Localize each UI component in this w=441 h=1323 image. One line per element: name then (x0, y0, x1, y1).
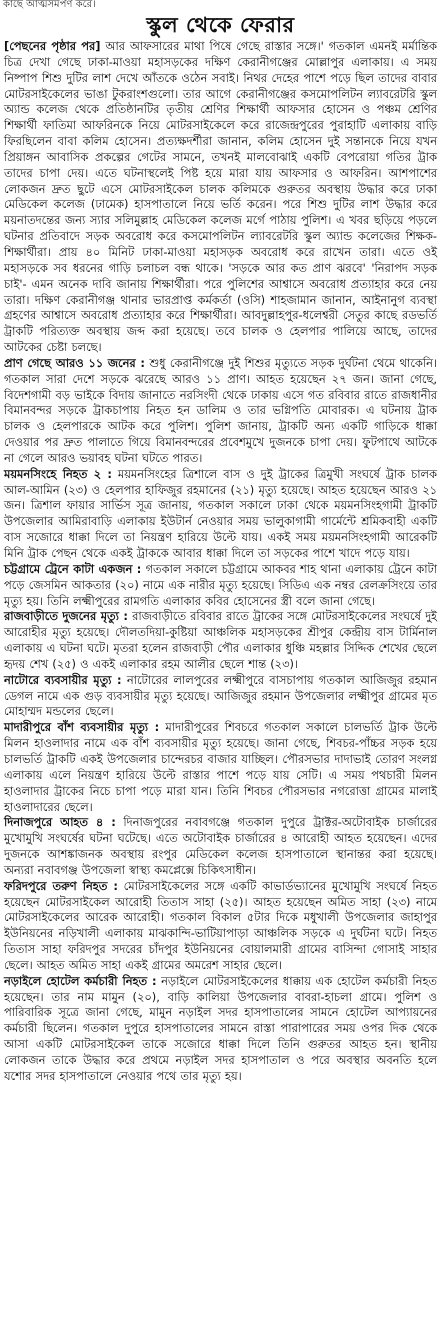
section-paragraph (4, 467, 437, 562)
lead-paragraph (4, 39, 437, 356)
section-paragraph (4, 356, 437, 467)
section-text: শুধু কেরানীগঞ্জে দুই শিশুর মৃত্যুতে সড়ক দুর্ঘটনা থেমে থাকেনি। গতকাল সারা দেশে সড়কে ঝরেছে আরও ১১ প্রাণ। আহত হয়েছেন ২৭ জন। জানা গেছে, বিদেশগামী বড় ভাইকে বিদায় জানাতে নরসিংদী থেকে ঢাকায় এসে গত রবিবার রাতে রাজধানীর বিমানবন্দর সড়কে ট্রাকচাপায় নিহত হন ডালিম ও তার ভগ্নিপতি মোবারক। এ ঘটনায় ট্রাক চালক ও হেলপারকে আটক করে পুলিশ। পুলিশ জানায়, ট্রাকটি অন্য একটি গাড়িকে ধাক্কা দেওয়ার পর দ্রুত পালাতে গিয়ে বিমানবন্দরের প্রবেশমুখে দুজনকে চাপা দেয়। ফুটপাথে আটকে না গেলে আরও ভয়াবহ ঘটনা ঘটতে পারত। (4, 355, 437, 465)
section-heading: নাটোরে ব্যবসায়ীর মৃত্যু : (4, 672, 122, 687)
section-heading: ফরিদপুরে তরুণ নিহত : (4, 878, 118, 893)
section-text: মোটরসাইকেলের সঙ্গে একটি কাভার্ডভ্যানের মুখোমুখি সংঘর্ষে নিহত হয়েছেন মোটরসাইকেল আরোহী তিতাস সাহা (২৫)। আহত হয়েছেন অমিত সাহা (২৩) নামে মোটরসাইকেলের আরেক আরোহী। গতকাল বিকাল ৫টার দিকে মধুখালী উপজেলার জাহাপুর ইউনিয়নের নড়িখালী এলাকায় মাঝকান্দি-ভাটিয়াপাড়া আঞ্চলিক সড়কে এ দুর্ঘটনা ঘটে। নিহত তিতাস সাহা ফরিদপুর সদরের চাঁদপুর ইউনিয়নের বোয়ালমারী গ্রামের বাসিন্দা গোসাই সাহার ছেলে। আহত অমিত সাহা একই গ্রামের অমরেশ সাহার ছেলে। (4, 878, 437, 972)
section-heading: নড়াইলে হোটেল কর্মচারী নিহত : (4, 973, 157, 988)
section-heading: প্রাণ গেছে আরও ১১ জনের : (4, 355, 145, 370)
section-paragraph (4, 720, 437, 815)
section-paragraph (4, 673, 437, 721)
section-heading: রাজবাড়ীতে দুজনের মৃত্যু : (4, 609, 128, 624)
section-heading: ময়মনসিংহে নিহত ২ : (4, 466, 112, 481)
section-paragraph (4, 879, 437, 974)
section-text: ময়মনসিংহের ত্রিশালে বাস ও দুই ট্রাকের ত্রিমুখী সংঘর্ষে ট্রাক চালক আল-আমিন (২৩) ও হেলপার হাফিজুর রহমানের (২১) মৃত্যু হয়েছে। আহত হয়েছেন আরও ২১ জন। ত্রিশাল ফায়ার সার্ভিস সূত্র জানায়, গতকাল সকালে ঢাকা থেকে ময়মনসিংহগামী ট্রাকটি উপজেলার আমিরাবাড়ি এলাকায় ইউটার্ন নেওয়ার সময় ভালুকাগামী গার্মেন্টে শ্রমিকবাহী একটি বাস সজোরে ধাক্কা দিলে তা নিয়ন্ত্রণ হারিয়ে উল্টে যায়। একই সময় ময়মনসিংহগামী আরেকটি মিনি ট্রাক পেছন থেকে একই ট্রাককে আবার ধাক্কা দিলে তা সড়কের পাশে খাদে পড়ে যায়। (4, 466, 437, 560)
section-text: মাদারীপুরের শিবচরে গতকাল সকালে চালভর্তি ট্রাক উল্টে মিলন হাওলাদার নামে এক বাঁশ ব্যবসায়ীর মৃত্যু হয়েছে। জানা গেছে, শিবচর-পাঁচ্চর সড়ক হয়ে চালভর্তি ট্রাকটি একই উপজেলার চান্দেরচর বাজার যাচ্ছিল। পৌরসভার দাদাভাই তোরণ সংলগ্ন এলাকায় এলে নিয়ন্ত্রণ হারিয়ে উল্টে রাস্তার পাশে পড়ে যায় সেটি। এ সময় পথচারী মিলন হাওলাদার ট্রাকের নিচে চাপা পড়ে মারা যান। তিনি শিবচর পৌরসভার নগরোত্তা গ্রামের মালাই হাওলাদারের ছেলে। (4, 720, 437, 814)
section-paragraph (4, 974, 437, 1085)
section-text: নাটোরের লালপুরের লক্ষ্মীপুরে বাসচাপায় গতকাল আজিজুর রহমান ডেগল নামে এক গুড় ব্যবসায়ীর মৃত্যু হয়েছে। আজিজুর রহমান উপজেলার লক্ষ্মীপুর গ্রামের মৃত মোহাম্মদ মন্ডলের ছেলে। (4, 672, 438, 719)
section-text: দিনাজপুরের নবাবগঞ্জে গতকাল দুপুরে ট্রাক্টর-অটোবাইক চার্জারের মুখোমুখি সংঘর্ষের ঘটনা ঘটেছে। এতে অটোবাইক চার্জারের ৪ আরোহী আহত হয়েছেন। এদের দুজনকে আশঙ্কাজনক অবস্থায় রংপুর মেডিকেল কলেজ হাসপাতালে স্থানান্তর করা হয়েছে। অন্যরা নবাবগঞ্জ উপজেলা স্বাস্থ্য কমপ্লেক্সে চিকিৎসাধীন। (4, 815, 437, 877)
section-paragraph (4, 562, 437, 610)
article-headline: স্কুল থেকে ফেরার (146, 13, 295, 37)
article-body (0, 39, 441, 1085)
section-heading: দিনাজপুরে আহত ৪ : (4, 815, 116, 830)
section-text: গতকাল সকালে চট্টগ্রামে আকবর শাহ থানা এলাকায় ট্রেনে কাটা পড়ে জেসমিন আকতার (২০) নামে এক নারীর মৃত্যু হয়েছে। সিডিএ এক নম্বর রেলক্রসিংয়ে তার মৃত্যু হয়। তিনি লক্ষ্মীপুরের রামগতি এলাকার কবির হোসেনের স্ত্রী বলে জানা গেছে। (4, 561, 438, 608)
clipping-top-fragment: কাছে আত্মসমর্পণ করে। (3, 0, 96, 9)
continued-from-tag: [পেছনের পৃষ্ঠার পর] (4, 39, 101, 53)
section-heading: মাদারীপুরে বাঁশ ব্যবসায়ীর মৃত্যু : (4, 720, 160, 735)
lead-text: আর আফসারের মাথা পিষে গেছে রাস্তার সঙ্গে।' গতকাল এমনই মর্মান্তিক চিত্র দেখা গেছে ঢাকা-মাওয়া মহাসড়কের দক্ষিণ কেরানীগঞ্জের মোল্লাপুর এলাকায়। এ সময় নিষ্পাপ শিশু দুটির লাশ দেখে আঁতকে ওঠেন সবাই। নিথর দেহের পাশে পড়ে ছিল তাদের বাবার মোটরসাইকেলের ভাঙা টুকরাংশগুলো। তার আগে কেরানীগঞ্জের কসমোপলিটন ল্যাবরেটরি স্কুল অ্যান্ড কলেজ থেকে প্রতিষ্ঠানটির তৃতীয় শ্রেণির শিক্ষার্থী আফসার হোসেন ও পঞ্চম শ্রেণির শিক্ষার্থী ফাতিমা আফরিনকে নিয়ে মোটরসাইকেলে করে রাজেন্দ্রপুরের পুরাহাটি এলাকায় বাড়ি ফিরছিলেন বাবা কলিম হোসেন। প্রত্যক্ষদর্শীরা জানান, কলিম হোসেন দুই সন্তানকে নিয়ে যখন প্রিয়াঙ্গন আবাসিক প্রকল্পের গেটের সামনে, তখনই মালবোঝাই একটি বেপরোয়া গতির ট্রাক তাদের চাপা দেয়। এতে ঘটনাস্থলেই পিষ্ট হয়ে মারা যায় আফসার ও আফরিন। আশপাশের লোকজন দ্রুত ছুটে এসে মোটরসাইকেল চালক কলিমকে গুরুতর অবস্থায় উদ্ধার করে ঢাকা মেডিকেল কলেজ (ঢামেক) হাসপাতালে নিয়ে ভর্তি করেন। পরে শিশু দুটির লাশ উদ্ধার করে ময়নাতদন্তের জন্য স্যার সলিমুল্লাহ মেডিকেল কলেজ মর্গে পাঠায় পুলিশ। এ খবর ছড়িয়ে পড়লে ঘটনার প্রতিবাদে সড়ক অবরোধ করে কসমোপলিটন ল্যাবরেটরি স্কুল অ্যান্ড কলেজের শিক্ষক-শিক্ষার্থীরা। প্রায় ৪০ মিনিট ঢাকা-মাওয়া মহাসড়ক অবরোধ করে রাখেন তারা। এতে ওই মহাসড়কে সব ধরনের গাড়ি চলাচল বন্ধ থাকে। 'সড়কে আর কত প্রাণ ঝরবে' 'নিরাপদ সড়ক চাই'- এমন অনেক দাবি জানায় শিক্ষার্থীরা। পরে পুলিশের আশ্বাসে অবরোধ প্রত্যাহার করে নেয় তারা। দক্ষিণ কেরানীগঞ্জ থানার ভারপ্রাপ্ত কর্মকর্তা (ওসি) শাহজামান জানান, আইনানুগ ব্যবস্থা গ্রহণের আশ্বাসে অবরোধ প্রত্যাহার করে শিক্ষার্থীরা। আবদুল্লাহপুর-ধলেশ্বরী সেতুর কাছে রডভর্তি ট্রাকটি পরিত্যক্ত অবস্থায় জব্দ করা হয়েছে। তবে চালক ও হেলপার পালিয়ে আছে, তাদের আটকের চেষ্টা চলছে। (4, 39, 437, 355)
section-paragraph (4, 609, 437, 672)
section-text: নড়াইলে মোটরসাইকেলের ধাক্কায় এক হোটেল কর্মচারী নিহত হয়েছেন। তার নাম মামুন (২০), বাড়ি কালিয়া উপজেলার বাবরা-হাচলা গ্রামে। পুলিশ ও পারিবারিক সূত্রে জানা গেছে, মামুন নড়াইল সদর হাসপাতালের সামনে হোটেল আপ্যায়নের কর্মচারী ছিলেন। গতকাল দুপুরে হাসপাতালের সামনে রাস্তা পারাপারের সময় ওপর দিক থেকে আসা একটি মোটরসাইকেল তাকে সজোরে ধাক্কা দিলে তিনি গুরুতর আহত হন। স্থানীয় লোকজন তাকে উদ্ধার করে প্রথমে নড়াইল সদর হাসপাতাল ও পরে অবস্থার অবনতি হলে যশোর সদর হাসপাতালে নেওয়ার পথে তার মৃত্যু হয়। (4, 973, 437, 1083)
section-heading: চট্টগ্রামে ট্রেনে কাটা একজন : (4, 561, 142, 576)
section-paragraph (4, 815, 437, 878)
section-text: রাজবাড়ীতে রবিবার রাতে ট্রাকের সঙ্গে মোটরসাইকেলের সংঘর্ষে দুই আরোহীর মৃত্যু হয়েছে। দৌলতদিয়া-কুষ্টিয়া আঞ্চলিক মহাসড়কের শ্রীপুর কেন্দ্রীয় বাস টার্মিনাল এলাকায় এ ঘটনা ঘটে। মৃতরা হলেন রাজবাড়ী পৌর এলাকার ধুঞ্চি মহল্লার সিদ্দিক শেখের ছেলে হৃদয় শেখ (২৫) ও একই এলাকার রহম আলীর ছেলে শান্ত (২৩)। (4, 609, 437, 671)
